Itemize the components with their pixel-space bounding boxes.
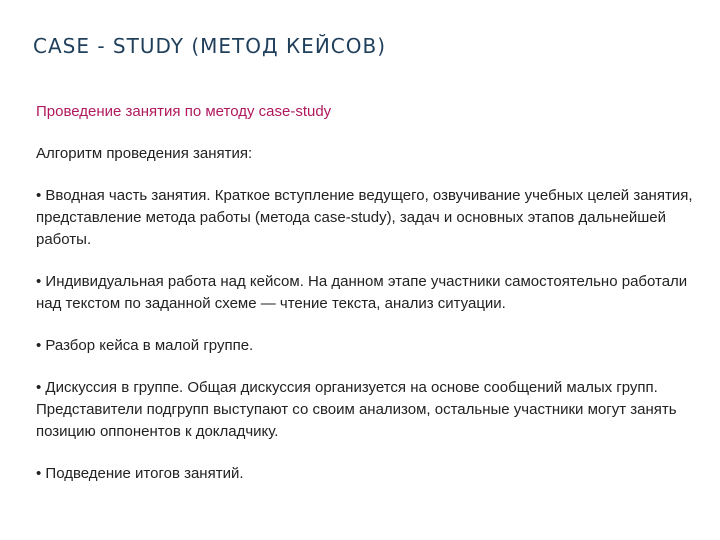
list-item: • Разбор кейса в малой группе. [36,337,254,354]
list-item: • Вводная часть занятия. Краткое вступление ведущего, озвучивание учебных целей занятия, представление метода работы (метода case-study), задач и основных этапов дальнейшей работы. [36,187,693,248]
list-item: • Подведение итогов занятий. [36,465,244,482]
algorithm-intro: Алгоритм проведения занятия: [36,145,253,162]
list-item: • Индивидуальная работа над кейсом. На данном этапе участники самостоятельно работали над текстом по заданной схеме — чтение текста, анализ ситуации. [36,273,688,312]
list-item: • Дискуссия в группе. Общая дискуссия организуется на основе сообщений малых групп. Представители подгрупп выступают со своим анализом, остальные участники могут занять позицию оппонентов к докладчику. [36,379,677,440]
slide-body [36,101,696,505]
slide-subtitle: Проведение занятия по методу case-study [36,103,332,120]
slide-title: CASE - STUDY (МЕТОД КЕЙСОВ) [33,34,387,58]
